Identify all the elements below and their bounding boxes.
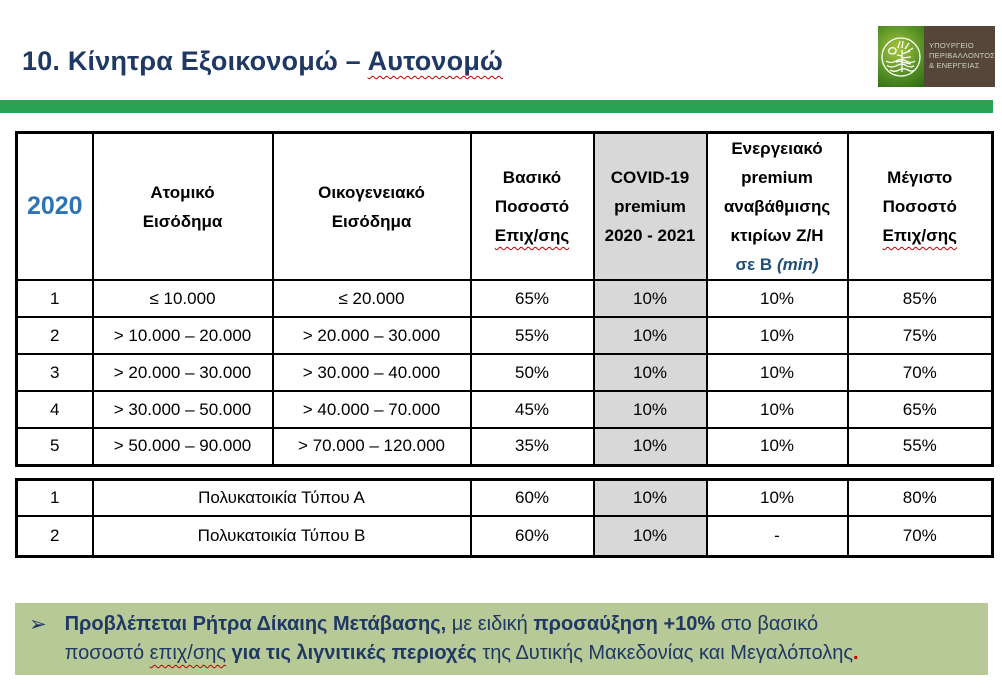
family-income: ≤ 20.000 (273, 280, 471, 317)
max-rate: 55% (848, 428, 993, 465)
family-income: > 70.000 – 120.000 (273, 428, 471, 465)
subnote-min: (min) (776, 255, 819, 274)
max-rate: 85% (848, 280, 993, 317)
energy-premium-subnote (710, 250, 845, 279)
row-number: 1 (17, 480, 93, 516)
header-line-spellchecked: Επιχ/σης (882, 226, 957, 245)
table-row (17, 354, 993, 391)
individual-income: ≤ 10.000 (93, 280, 273, 317)
building-type: Πολυκατοικία Τύπου Α (93, 480, 471, 516)
basic-rate: 60% (471, 480, 594, 516)
header-line: Μέγιστο (887, 168, 953, 187)
covid-premium: 10% (594, 480, 707, 516)
covid-premium: 10% (594, 391, 707, 428)
row-number: 3 (17, 354, 93, 391)
covid-premium: 10% (594, 317, 707, 354)
title-text-spellchecked: Αυτονομώ (367, 46, 504, 76)
covid-premium: 10% (594, 354, 707, 391)
table-row (17, 317, 993, 354)
header-line: COVID-19 (610, 168, 690, 187)
basic-rate: 50% (471, 354, 594, 391)
header-line: Εισόδημα (142, 211, 223, 231)
energy-premium: 10% (707, 391, 848, 428)
covid-premium: 10% (594, 280, 707, 317)
tree-sun-waves-icon (878, 34, 924, 80)
table-row (17, 280, 993, 317)
basic-rate: 35% (471, 428, 594, 465)
header-line: premium (741, 168, 813, 187)
family-income: > 30.000 – 40.000 (273, 354, 471, 391)
basic-rate: 55% (471, 317, 594, 354)
header-line: 2020 - 2021 (604, 226, 696, 245)
subnote-text: σε Β (735, 255, 777, 274)
note-regular: στο βασικό (715, 613, 819, 635)
note-bold: προσαύξηση +10% (533, 613, 716, 635)
header-line: Εισόδημα (331, 211, 412, 231)
ministry-name-line: ΠΕΡΙΒΑΛΛΟΝΤΟΣ (929, 51, 996, 60)
max-rate: 70% (848, 516, 993, 557)
row-number: 2 (17, 516, 93, 557)
page-title (22, 46, 503, 77)
basic-rate: 65% (471, 280, 594, 317)
year-label: 2020 (26, 192, 83, 220)
note-bold: για τις λιγνιτικές περιοχές (225, 642, 477, 664)
header-line: αναβάθμισης (723, 197, 831, 216)
title-text: 10. Κίνητρα Εξοικονομώ – (22, 46, 368, 76)
note-bold: Προβλέπεται Ρήτρα Δίκαιης Μετάβασης, (64, 613, 447, 635)
individual-income: > 10.000 – 20.000 (93, 317, 273, 354)
title-divider-bar (0, 100, 993, 113)
ministry-name-line: & ΕΝΕΡΓΕΙΑΣ (929, 61, 980, 70)
table-row (17, 428, 993, 465)
max-rate: 65% (848, 391, 993, 428)
basic-rate: 45% (471, 391, 594, 428)
ministry-name (924, 26, 995, 87)
header-line: premium (614, 197, 686, 216)
table-row (17, 391, 993, 428)
table-row (17, 516, 993, 557)
ministry-emblem (878, 26, 924, 87)
row-number: 2 (17, 317, 93, 354)
max-rate: 75% (848, 317, 993, 354)
just-transition-note-box (15, 603, 988, 675)
energy-premium: 10% (707, 480, 848, 516)
building-type: Πολυκατοικία Τύπου Β (93, 516, 471, 557)
table-row (17, 480, 993, 516)
energy-premium: 10% (707, 317, 848, 354)
energy-premium: 10% (707, 354, 848, 391)
energy-premium-header (707, 133, 848, 281)
note-period-red: . (853, 642, 859, 664)
header-line: Ποσοστό (494, 197, 570, 216)
energy-premium: 10% (707, 428, 848, 465)
note-text (65, 610, 859, 668)
individual-income: > 50.000 – 90.000 (93, 428, 273, 465)
header-line: Οικογενειακό (318, 182, 425, 202)
energy-premium: - (707, 516, 848, 557)
header-line: Ποσοστό (882, 197, 957, 216)
energy-premium: 10% (707, 280, 848, 317)
header-line: Ατομικό (150, 182, 215, 202)
individual-income: > 30.000 – 50.000 (93, 391, 273, 428)
max-rate-header (848, 133, 993, 281)
covid-premium: 10% (594, 516, 707, 557)
note-spellchecked: επιχ/σης (149, 642, 226, 664)
note-regular: με ειδική (446, 613, 534, 635)
individual-income: > 20.000 – 30.000 (93, 354, 273, 391)
header-line: Βασικό (502, 168, 562, 187)
row-number: 4 (17, 391, 93, 428)
table-header-row (17, 133, 993, 281)
note-regular: ποσοστό (64, 642, 150, 664)
covid-premium-header (594, 133, 707, 281)
covid-premium: 10% (594, 428, 707, 465)
ministry-name-line: ΥΠΟΥΡΓΕΙΟ (929, 41, 974, 50)
row-number: 5 (17, 428, 93, 465)
note-regular: της Δυτικής Μακεδονίας και Μεγαλόπολης (476, 642, 854, 664)
family-income: > 40.000 – 70.000 (273, 391, 471, 428)
year-header-cell (17, 133, 93, 281)
basic-rate: 60% (471, 516, 594, 557)
row-number: 1 (17, 280, 93, 317)
ministry-logo (878, 26, 996, 87)
arrow-bullet-icon: ➢ (29, 613, 47, 636)
basic-rate-header (471, 133, 594, 281)
subsidy-table-2020 (15, 131, 994, 467)
family-income: > 20.000 – 30.000 (273, 317, 471, 354)
individual-income-header (93, 133, 273, 281)
max-rate: 70% (848, 354, 993, 391)
max-rate: 80% (848, 480, 993, 516)
header-line: κτιρίων Ζ/Η (730, 226, 824, 245)
apartment-building-table (15, 478, 994, 558)
header-line-spellchecked: Επιχ/σης (494, 226, 570, 245)
family-income-header (273, 133, 471, 281)
header-line: Ενεργειακό (731, 139, 823, 158)
